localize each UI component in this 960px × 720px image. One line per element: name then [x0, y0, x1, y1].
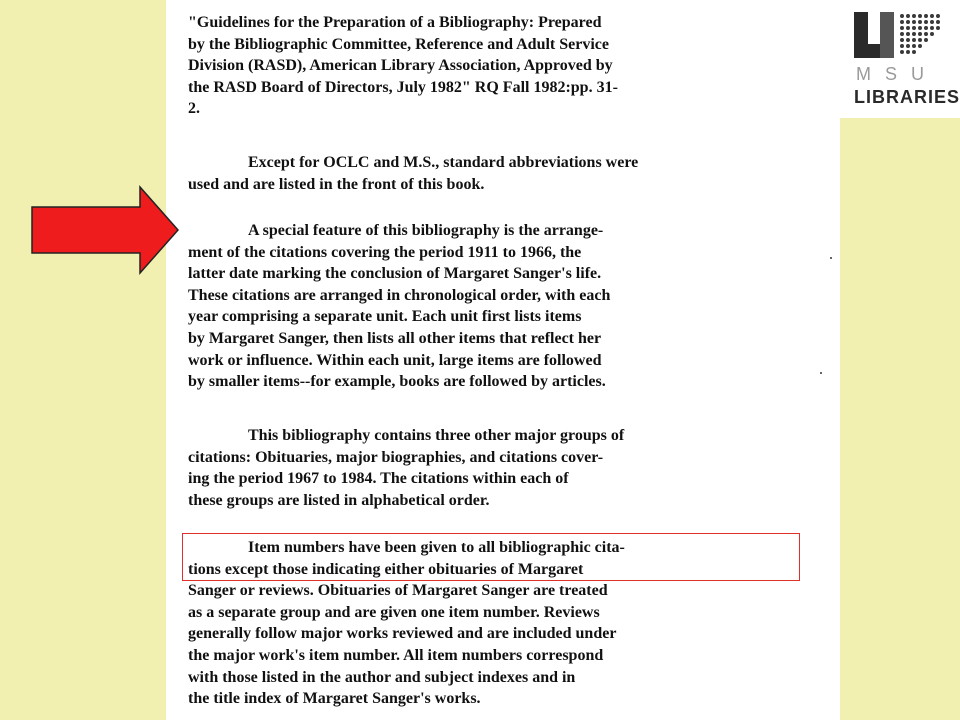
text-line: This bibliography contains three other major groups of — [248, 427, 625, 444]
red-arrow-icon — [30, 185, 180, 275]
major-groups-paragraph — [188, 425, 818, 511]
text-line: by Margaret Sanger, then lists all other items that reflect her — [188, 329, 602, 347]
abbreviations-paragraph — [188, 152, 818, 195]
text-line: tions except those indicating either obituaries of Margaret — [188, 560, 584, 578]
highlight-box — [182, 533, 800, 581]
scan-speck — [820, 372, 822, 374]
left-margin-band — [0, 0, 166, 720]
text-line: These citations are arranged in chronological order, with each — [188, 286, 611, 304]
special-feature-paragraph — [188, 220, 818, 393]
text-line: year comprising a separate unit. Each unit first lists items — [188, 308, 582, 326]
text-line: 2. — [188, 100, 200, 118]
logo-msu-text: MSU — [856, 64, 938, 84]
text-line: Item numbers have been given to all bibliographic cita- — [248, 539, 625, 556]
text-line: the major work's item number. All item numbers correspond — [188, 646, 604, 664]
text-line: work or influence. Within each unit, large items are followed — [188, 351, 602, 369]
text-line: generally follow major works reviewed and are included under — [188, 625, 617, 643]
text-line: Except for OCLC and M.S., standard abbreviations were — [248, 154, 639, 171]
text-line: the title index of Margaret Sanger's works. — [188, 690, 481, 708]
text-line: Sanger or reviews. Obituaries of Margaret Sanger are treated — [188, 582, 608, 600]
scan-speck — [830, 257, 832, 259]
text-line: "Guidelines for the Preparation of a Bibliography: Prepared — [188, 14, 602, 31]
text-line: by smaller items--for example, books are followed by articles. — [188, 373, 606, 391]
right-margin-band — [840, 118, 960, 720]
text-line: used and are listed in the front of this book. — [188, 175, 485, 193]
logo-libraries-text: LIBRARIES — [854, 87, 960, 107]
text-line: by the Bibliographic Committee, Reference and Adult Service — [188, 35, 609, 53]
text-line: ing the period 1967 to 1984. The citations within each of — [188, 470, 569, 488]
text-line: ment of the citations covering the period 1911 to 1966, the — [188, 243, 582, 261]
text-line: with those listed in the author and subject indexes and in — [188, 668, 576, 686]
text-line: latter date marking the conclusion of Margaret Sanger's life. — [188, 265, 602, 283]
text-line: citations: Obituaries, major biographies, and citations cover- — [188, 448, 604, 466]
text-line: A special feature of this bibliography is the arrange- — [248, 222, 604, 239]
text-line: the RASD Board of Directors, July 1982" RQ Fall 1982:pp. 31- — [188, 78, 618, 96]
text-line: as a separate group and are given one item number. Reviews — [188, 603, 600, 621]
citation-paragraph — [188, 12, 818, 120]
msu-libraries-logo — [840, 0, 960, 118]
text-line: these groups are listed in alphabetical order. — [188, 491, 490, 509]
text-line: Division (RASD), American Library Association, Approved by — [188, 57, 613, 75]
